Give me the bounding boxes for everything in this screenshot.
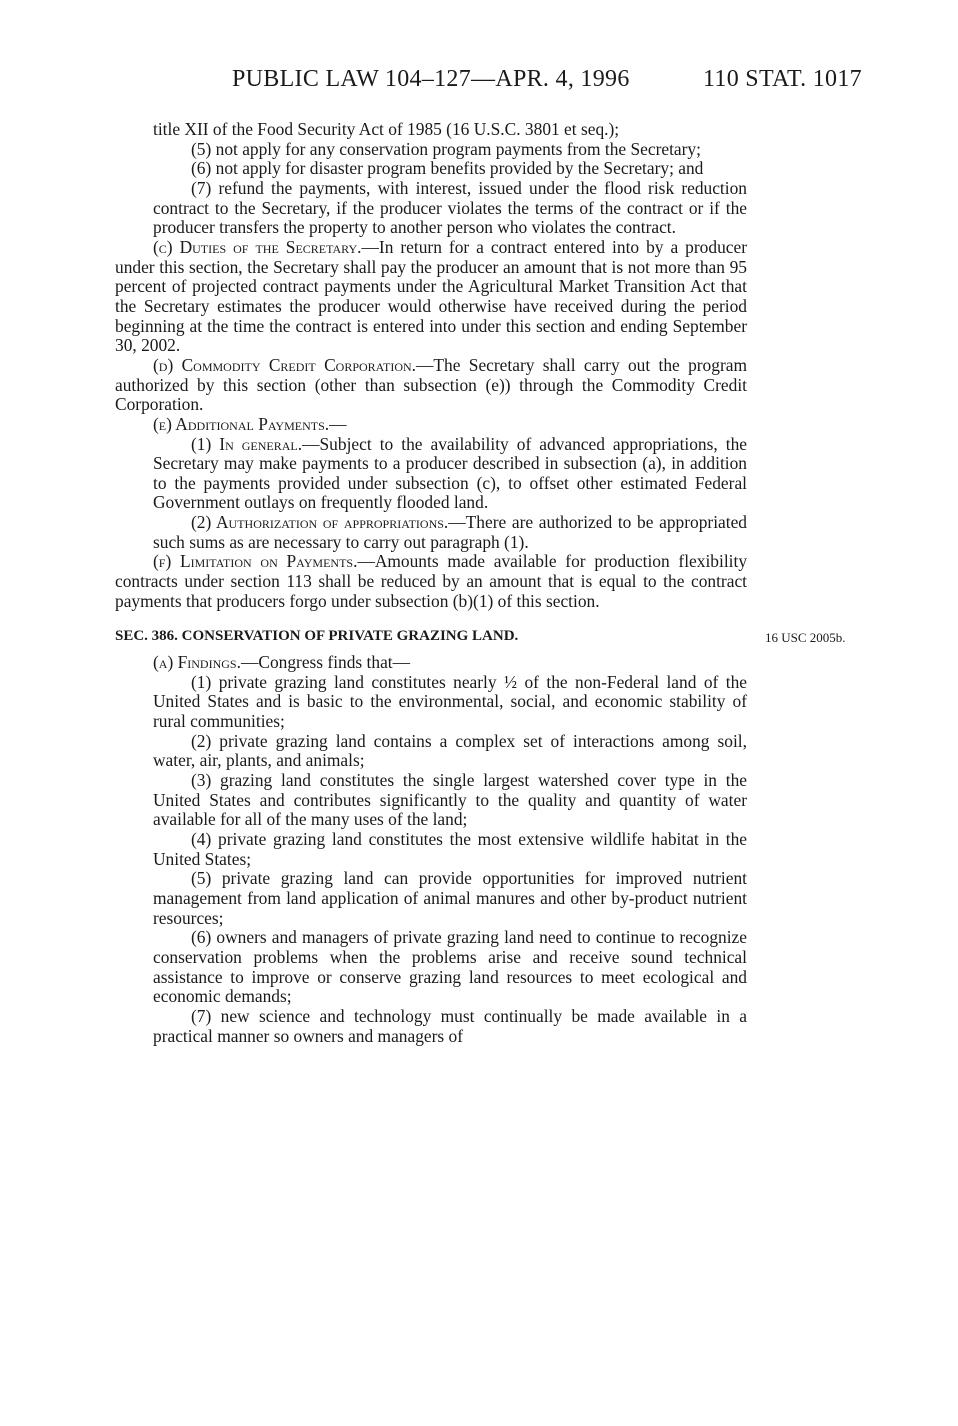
subsection-e <box>115 415 747 435</box>
findings-intro <box>115 653 747 673</box>
paragraph-continuation: title XII of the Food Security Act of 1985 (16 U.S.C. 3801 et seq.); <box>153 119 620 139</box>
subsection-e-2 <box>115 513 747 552</box>
subsection-c-heading: (c) Duties of the Secretary. <box>153 236 362 257</box>
running-title: PUBLIC LAW 104–127—APR. 4, 1996 <box>232 66 630 92</box>
margin-citation: 16 USC 2005b. <box>765 630 846 646</box>
subsection-d-text: —The Secretary shall carry out the program authorized by this section (other than subsection (e)) through the Commodity Credit Corporation. <box>115 354 747 415</box>
section-heading <box>115 627 846 647</box>
subsection-e-1-text: —Subject to the availability of advanced appropriations, the Secretary may make payments to a producer described in subsection (a), in addition to the payments provided under subsection (c), to offset other estimated Federal Government outlays on frequently flooded land. <box>153 433 747 513</box>
findings-heading: (a) Findings. <box>153 652 241 673</box>
finding-item: (5) private grazing land can provide opportunities for improved nutrient management from land application of animal manures and other by-product nutrient resources; <box>153 868 747 928</box>
subsection-d-heading: (d) Commodity Credit Corporation. <box>153 354 417 375</box>
paragraph-item-5: (5) not apply for any conservation program payments from the Secretary; <box>191 138 701 159</box>
subsection-e-1-heading: (1) In general. <box>191 433 303 454</box>
finding-item: (4) private grazing land constitutes the most extensive wildlife habitat in the United States; <box>153 828 747 869</box>
finding-item: (6) owners and managers of private grazing land need to continue to recognize conservation problems when the problems arise and receive sound technical assistance to improve or conserve grazing land resources to meet ecological and economic demands; <box>153 927 747 1007</box>
statute-page-number: 110 STAT. 1017 <box>703 66 862 92</box>
subsection-c <box>115 238 747 356</box>
findings-text: —Congress finds that— <box>240 652 411 673</box>
subsection-f-text: —Amounts made available for production flexibility contracts under section 113 shall be reduced by an amount that is equal to the contract payments that producers forgo under subsection (b)(1) of this section. <box>115 551 748 611</box>
paragraph-item-6: (6) not apply for disaster program benefits provided by the Secretary; and <box>191 158 704 179</box>
subsection-e-2-heading: (2) Authorization of appropriations. <box>191 512 449 533</box>
subsection-e-heading: (e) Additional Payments.— <box>153 413 347 434</box>
finding-item: (7) new science and technology must continually be made available in a practical manner so owners and managers of <box>153 1005 747 1046</box>
finding-item: (2) private grazing land contains a complex set of interactions among soil, water, air, plants, and animals; <box>153 730 747 771</box>
finding-item: (3) grazing land constitutes the single largest watershed cover type in the United States and contributes significantly to the quality and quantity of water available for all of the many uses of the land; <box>153 770 747 830</box>
subsection-c-text: —In return for a contract entered into by a producer under this section, the Secretary shall pay the producer an amount that is not more than 95 percent of projected contract payments under the Agricultural Market Transition Act that the Secretary estimates the producer would otherwise have received during the period beginning at the time the contract is entered into under this section and ending September 30, 2002. <box>115 236 747 356</box>
subsection-f-heading: (f) Limitation on Payments. <box>153 551 358 572</box>
paragraph-item-7: (7) refund the payments, with interest, issued under the flood risk reduction contract to the Secretary, if the producer violates the terms of the contract or if the producer transfers the property to another person who violates the contract. <box>153 177 747 238</box>
subsection-d <box>115 356 747 415</box>
page-header <box>0 66 958 100</box>
body-text <box>115 119 846 1046</box>
finding-item: (1) private grazing land constitutes nearly ½ of the non-Federal land of the United States and is basic to the environmental, social, and economic stability of rural communities; <box>153 671 747 732</box>
subsection-f <box>115 552 747 611</box>
subsection-e-2-text: —There are authorized to be appropriated such sums as are necessary to carry out paragraph (1). <box>153 512 747 552</box>
section-title: SEC. 386. CONSERVATION OF PRIVATE GRAZING LAND. <box>115 628 519 645</box>
subsection-e-1 <box>115 435 747 514</box>
